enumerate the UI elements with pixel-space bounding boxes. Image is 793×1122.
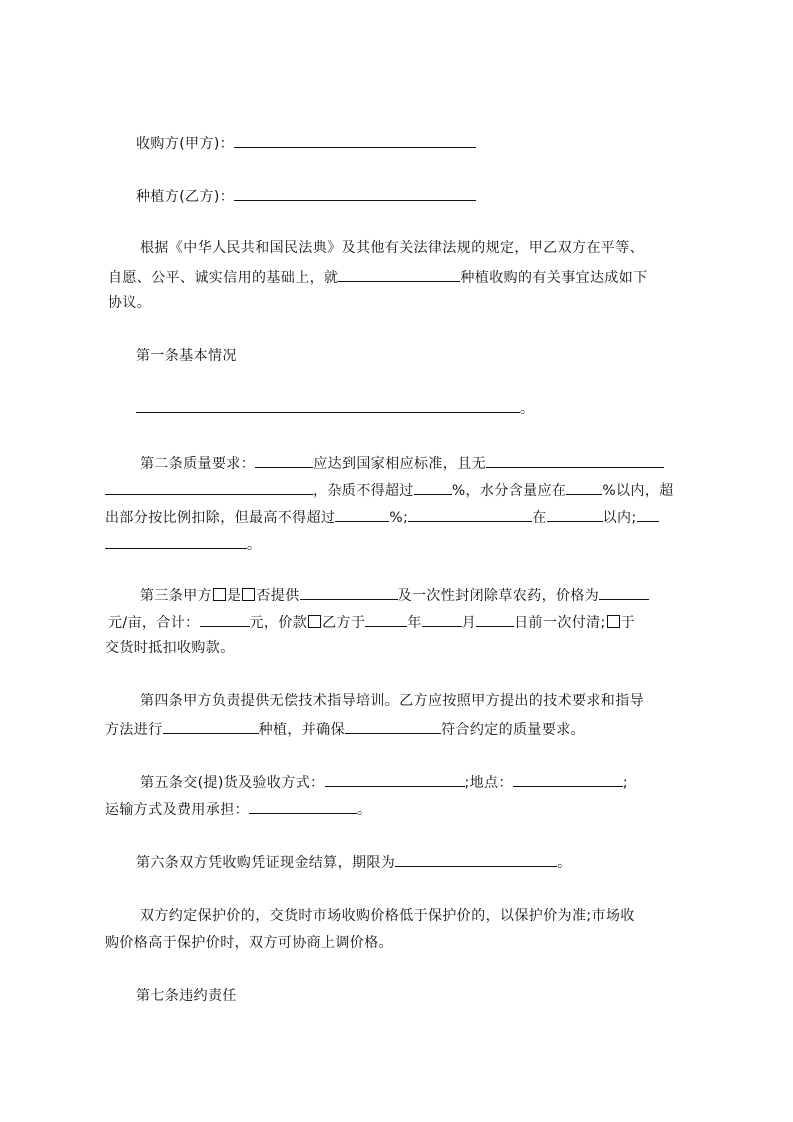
article2-text-b: 应达到国家相应标准，且无 — [313, 456, 487, 472]
article3-title: 第三条甲方 — [140, 588, 212, 604]
article2-line-1 — [140, 453, 664, 473]
checkbox-no[interactable] — [242, 588, 255, 601]
article3-text-e: 元/亩，合计： — [108, 615, 200, 631]
article2-text-g: %; — [389, 510, 409, 526]
article3-line-3: 交货时抵扣收购款。 — [105, 640, 235, 656]
article1-title: 第一条基本情况 — [136, 348, 237, 364]
article4-text-b: 种植，并确保 — [258, 722, 346, 738]
article1-blank[interactable] — [136, 398, 520, 413]
article2-text-e: %以内，超 — [602, 483, 674, 499]
protection-line-1: 双方约定保护价的，交货时市场收购价格低于保护价的，以保护价为准;市场收 — [140, 908, 635, 924]
defect-blank-1[interactable] — [486, 453, 664, 468]
article4-line-2 — [105, 719, 585, 739]
buyer-label: 收购方(甲方)： — [136, 136, 235, 152]
option-yes-label: 是 — [227, 588, 242, 604]
article3-text-h: 日前一次付清; — [514, 615, 606, 631]
article3-text-i: 于 — [620, 615, 636, 631]
crop-blank[interactable] — [338, 267, 460, 282]
article4-line-1: 第四条甲方负责提供无偿技术指导培训。乙方应按照甲方提出的技术要求和指导 — [140, 693, 644, 709]
article3-line-1 — [140, 585, 649, 605]
seed-blank[interactable] — [300, 585, 398, 600]
article6-end: 。 — [557, 855, 572, 871]
option-no-label: 否提供 — [256, 588, 300, 604]
preamble-text-a: 自愿、公平、诚实信用的基础上，就 — [108, 270, 339, 286]
article5-location-label: ;地点： — [464, 775, 513, 791]
preamble-line-3: 协议。 — [108, 295, 152, 311]
max-deduct-blank[interactable] — [335, 507, 389, 522]
article2-line-3 — [105, 507, 659, 527]
article6-line-1 — [136, 852, 572, 872]
other-blank-1[interactable] — [637, 507, 659, 522]
article3-text-d: 及一次性封闭除草农药，价格为 — [397, 588, 600, 604]
article5-end: 。 — [357, 802, 372, 818]
article2-text-d: %，水分含量应在 — [451, 483, 567, 499]
checkbox-deduct[interactable] — [607, 615, 620, 628]
delivery-method-blank[interactable] — [325, 772, 465, 787]
article4-text-c: 符合约定的质量要求。 — [441, 722, 586, 738]
grower-blank[interactable] — [234, 186, 476, 201]
location-blank[interactable] — [513, 772, 623, 787]
defect-blank-2[interactable] — [105, 480, 313, 495]
impurity-blank[interactable] — [414, 480, 452, 495]
product-blank[interactable] — [255, 453, 313, 468]
moisture-blank[interactable] — [566, 480, 602, 495]
article2-text-h: 在 — [532, 510, 547, 526]
grower-line — [136, 186, 476, 206]
article5-line-2 — [105, 799, 371, 819]
price-blank[interactable] — [599, 585, 649, 600]
article2-line-2 — [105, 480, 674, 500]
tech-blank[interactable] — [163, 719, 259, 734]
article1-content-line — [136, 398, 534, 418]
checkbox-yes[interactable] — [213, 588, 226, 601]
other-item-blank[interactable] — [408, 507, 532, 522]
quality-blank[interactable] — [345, 719, 441, 734]
article5-transport-label: 运输方式及费用承担： — [105, 802, 249, 818]
buyer-line — [136, 133, 476, 153]
total-blank[interactable] — [200, 612, 250, 627]
article5-title: 第五条交(提)货及验收方式： — [140, 775, 325, 791]
buyer-blank[interactable] — [234, 133, 476, 148]
day-blank[interactable] — [476, 612, 514, 627]
article3-year-label: 年 — [407, 615, 422, 631]
settlement-period-blank[interactable] — [395, 852, 557, 867]
article1-end: 。 — [520, 401, 535, 417]
other-range-blank[interactable] — [547, 507, 603, 522]
article2-text-f: 出部分按比例扣除，但最高不得超过 — [105, 510, 336, 526]
article7-title: 第七条违约责任 — [136, 988, 237, 1004]
article3-line-2 — [108, 612, 635, 632]
grower-label: 种植方(乙方)： — [136, 189, 235, 205]
article6-text: 第六条双方凭收购凭证现金结算，期限为 — [136, 855, 396, 871]
article2-text-i: 以内; — [602, 510, 637, 526]
article5-semicolon: ; — [622, 775, 628, 791]
article4-text-a: 方法进行 — [105, 722, 163, 738]
preamble-line-1: 根据《中华人民共和国民法典》及其他有关法律法规的规定，甲乙双方在平等、 — [140, 240, 644, 256]
month-blank[interactable] — [422, 612, 462, 627]
article3-text-f: 元，价款 — [249, 615, 308, 631]
protection-line-2: 购价格高于保护价时，双方可协商上调价格。 — [105, 935, 393, 951]
article2-text-c: ，杂质不得超过 — [313, 483, 414, 499]
transport-blank[interactable] — [249, 799, 357, 814]
article2-title: 第二条质量要求： — [140, 456, 256, 472]
preamble-text-b: 种植收购的有关事宜达成如下 — [460, 270, 648, 286]
article2-line-4 — [105, 534, 261, 554]
article2-end: 。 — [247, 537, 262, 553]
other-blank-2[interactable] — [105, 534, 247, 549]
checkbox-pay-before[interactable] — [308, 615, 321, 628]
article3-text-g: 乙方于 — [322, 615, 366, 631]
article5-line-1 — [140, 772, 628, 792]
article3-month-label: 月 — [461, 615, 477, 631]
preamble-line-2 — [108, 267, 648, 287]
year-blank[interactable] — [365, 612, 407, 627]
